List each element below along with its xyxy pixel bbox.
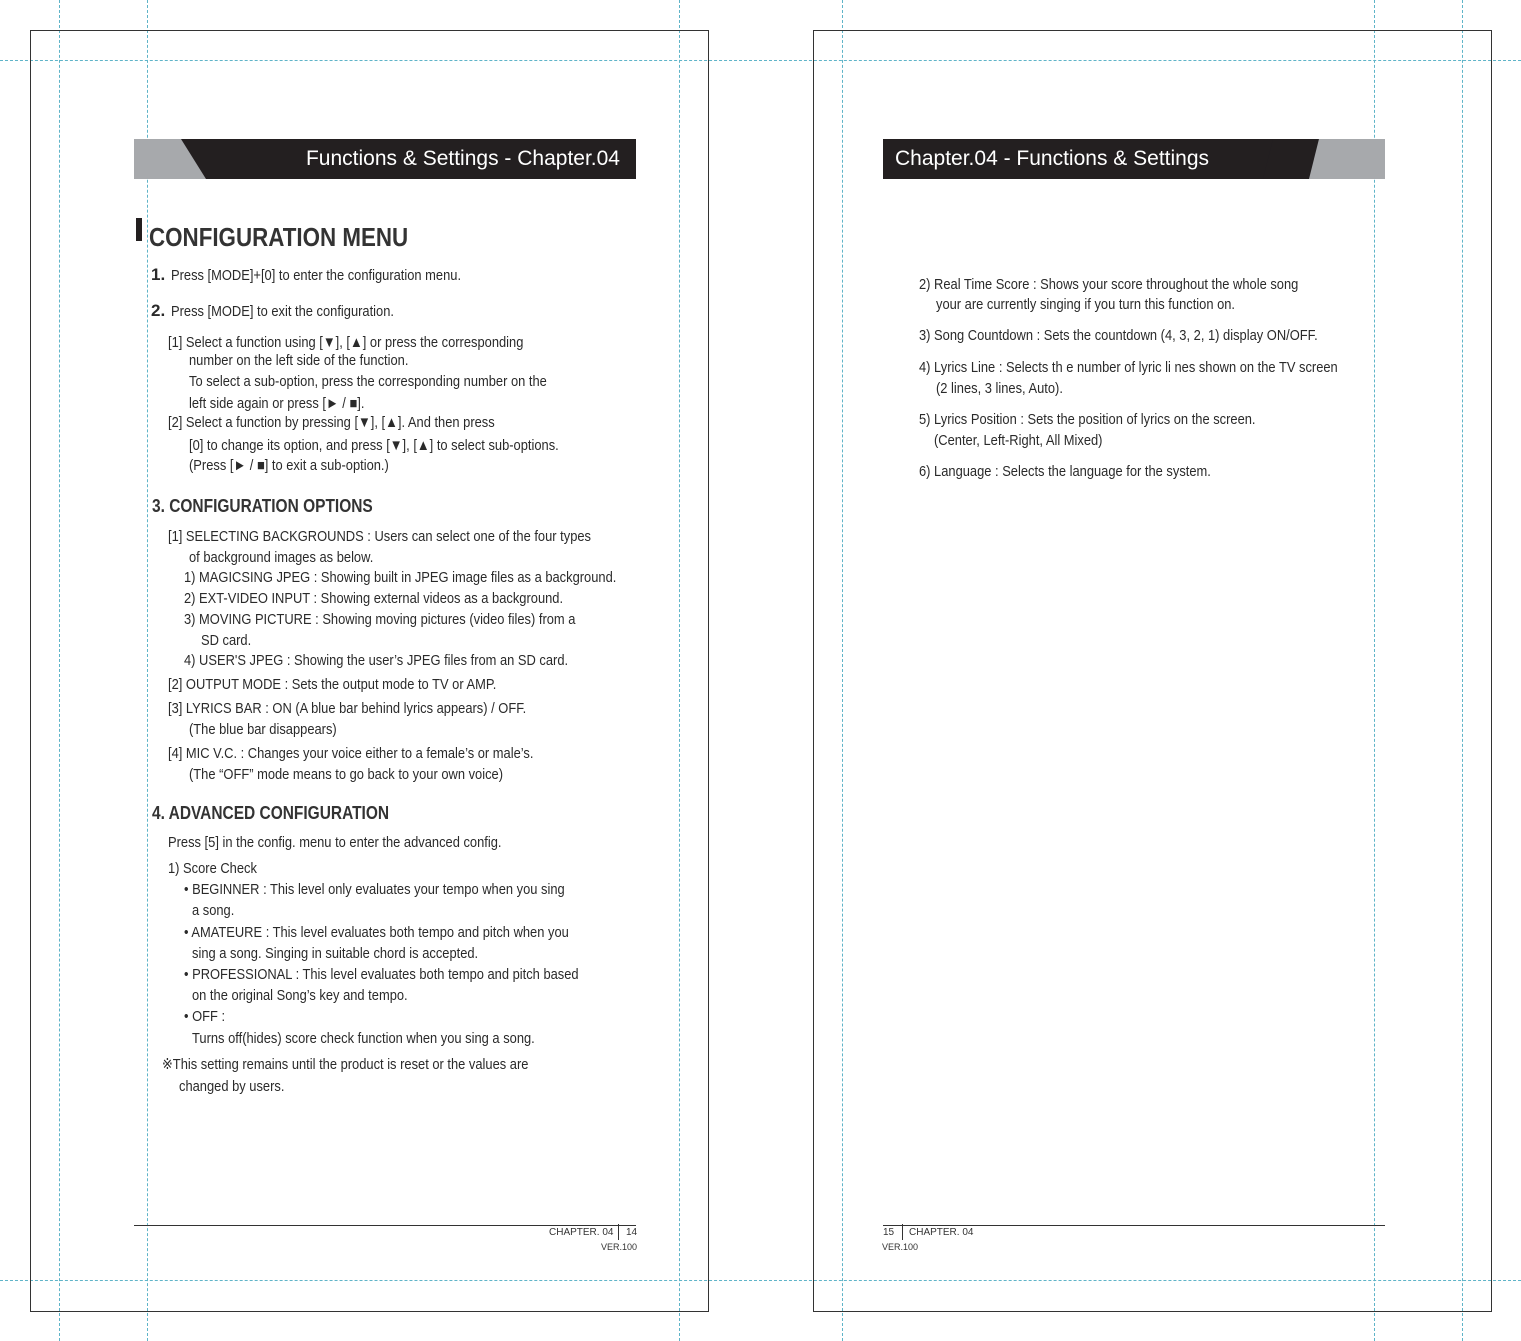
- body-line: number on the left side of the function.: [189, 352, 409, 369]
- body-line: 6) Language : Selects the language for the system.: [919, 463, 1211, 480]
- body-line: [2] Select a function by pressing [▼], [▲]. And then press: [168, 414, 495, 431]
- body-line: [0] to change its option, and press [▼], [▲] to select sub-options.: [189, 437, 559, 454]
- header-title: Functions & Settings - Chapter.04: [305, 147, 620, 170]
- body-line: 5) Lyrics Position : Sets the position of lyrics on the screen.: [919, 411, 1256, 428]
- footer-rule: [883, 1225, 1385, 1226]
- body-line: [2] OUTPUT MODE : Sets the output mode to TV or AMP.: [168, 676, 497, 693]
- body-line: Press [5] in the config. menu to enter the advanced config.: [168, 834, 502, 851]
- body-line: • AMATEURE : This level evaluates both tempo and pitch when you: [184, 924, 569, 941]
- body-line: [1] Select a function using [▼], [▲] or press the corresponding: [168, 334, 524, 351]
- heading-marker: [136, 218, 142, 241]
- body-line: [1] SELECTING BACKGROUNDS : Users can select one of the four types: [168, 528, 591, 545]
- body-line: 1) MAGICSING JPEG : Showing built in JPEG image files as a background.: [184, 569, 617, 586]
- section-heading: CONFIGURATION MENU: [149, 222, 409, 252]
- body-line: Turns off(hides) score check function when you sing a song.: [192, 1030, 535, 1047]
- body-line: • PROFESSIONAL : This level evaluates both tempo and pitch based: [184, 966, 579, 983]
- body-line: a song.: [192, 902, 235, 919]
- note-line: ※This setting remains until the product is reset or the values are: [162, 1056, 529, 1073]
- body-line: [4] MIC V.C. : Changes your voice either to a female’s or male’s.: [168, 745, 534, 762]
- right-page-trim: [813, 30, 1492, 1312]
- body-line: [3] LYRICS BAR : ON (A blue bar behind lyrics appears) / OFF.: [168, 700, 527, 717]
- body-line: (2 lines, 3 lines, Auto).: [936, 380, 1063, 397]
- note-line: changed by users.: [179, 1078, 285, 1095]
- body-line: (The blue bar disappears): [189, 721, 337, 738]
- body-line: 2) Real Time Score : Shows your score throughout the whole song: [919, 276, 1299, 293]
- right-header-bar: [883, 139, 1385, 179]
- body-line: 4) USER'S JPEG : Showing the user’s JPEG files from an SD card.: [184, 652, 569, 669]
- body-line: (The “OFF” mode means to go back to your own voice): [189, 766, 504, 783]
- body-line: 3) MOVING PICTURE : Showing moving pictures (video files) from a: [184, 611, 576, 628]
- footer-rule: [134, 1225, 636, 1226]
- footer-page-number: 14: [626, 1227, 638, 1238]
- body-line: 1) Score Check: [168, 860, 257, 877]
- left-header-bar: [134, 139, 636, 179]
- footer-divider: [618, 1224, 619, 1240]
- body-line: • OFF :: [184, 1008, 226, 1025]
- body-line: • BEGINNER : This level only evaluates your tempo when you sing: [184, 881, 565, 898]
- footer-version: VER.100: [882, 1242, 919, 1252]
- body-line: sing a song. Singing in suitable chord is accepted.: [192, 945, 479, 962]
- header-title: Chapter.04 - Functions & Settings: [895, 147, 1210, 170]
- step-text: Press [MODE]+[0] to enter the configuration menu.: [171, 267, 462, 284]
- body-line: 4) Lyrics Line : Selects th e number of lyric li nes shown on the TV screen: [919, 359, 1338, 376]
- subsection-heading: 4. ADVANCED CONFIGURATION: [152, 803, 390, 823]
- body-line: on the original Song’s key and tempo.: [192, 987, 408, 1004]
- step-text: Press [MODE] to exit the configuration.: [171, 303, 394, 320]
- body-line: 3) Song Countdown : Sets the countdown (4, 3, 2, 1) display ON/OFF.: [919, 327, 1318, 344]
- body-line: 2) EXT-VIDEO INPUT : Showing external videos as a background.: [184, 590, 564, 607]
- footer-chapter: CHAPTER. 04: [909, 1227, 974, 1238]
- body-line: of background images as below.: [189, 549, 374, 566]
- footer-version: VER.100: [601, 1242, 638, 1252]
- body-line: left side again or press [► / ■].: [189, 395, 365, 412]
- footer-divider: [902, 1224, 903, 1240]
- footer-chapter: CHAPTER. 04: [549, 1227, 614, 1238]
- body-line: (Center, Left-Right, All Mixed): [934, 432, 1103, 449]
- body-line: your are currently singing if you turn this function on.: [936, 296, 1236, 313]
- footer-page-number: 15: [883, 1227, 895, 1238]
- step-number: 1.: [151, 265, 166, 284]
- body-line: SD card.: [201, 632, 252, 649]
- subsection-heading: 3. CONFIGURATION OPTIONS: [152, 496, 373, 516]
- body-line: (Press [► / ■] to exit a sub-option.): [189, 457, 389, 474]
- body-line: To select a sub-option, press the corresponding number on the: [189, 373, 547, 390]
- step-number: 2.: [151, 301, 166, 320]
